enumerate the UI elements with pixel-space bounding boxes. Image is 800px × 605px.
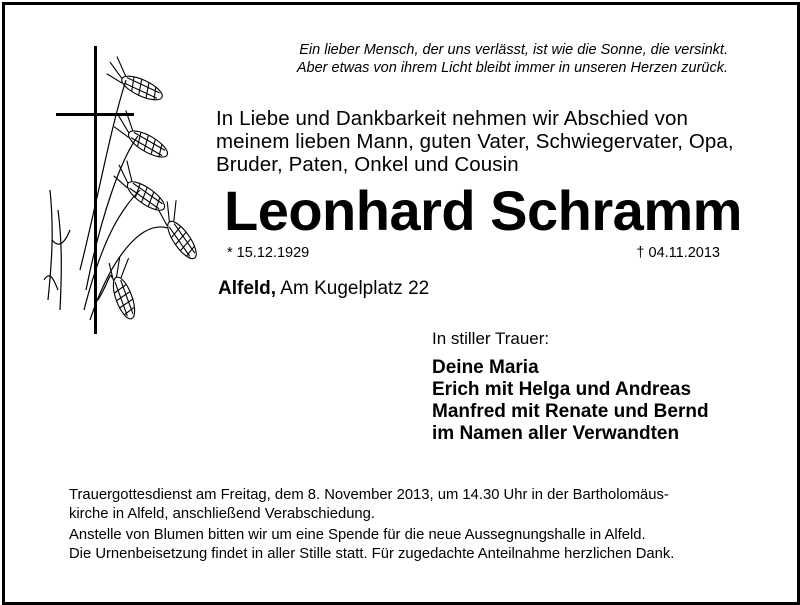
birth-date: * 15.12.1929 — [227, 245, 310, 261]
footer-line: Die Urnenbeisetzung findet in aller Stille statt. Für zugedachte Anteilnahme herzlichen Dank. — [69, 546, 675, 562]
address-street: Am Kugelplatz 22 — [280, 278, 430, 299]
death-date: † 04.11.2013 — [636, 245, 720, 261]
address-town: Alfeld, — [218, 278, 277, 299]
intro-line-2: meinem lieben Mann, guten Vater, Schwiegervater, Opa, — [216, 130, 734, 153]
cross-with-wheat-icon — [40, 40, 210, 340]
mourner-line: im Namen aller Verwandten — [432, 423, 680, 444]
mourner-line: Manfred mit Renate und Bernd — [432, 401, 709, 422]
intro-line-1: In Liebe und Dankbarkeit nehmen wir Abschied von — [216, 107, 689, 130]
deceased-name: Leonhard Schramm — [224, 179, 742, 242]
footer-line: kirche in Alfeld, anschließend Verabschiedung. — [69, 506, 375, 522]
footer-line: Anstelle von Blumen bitten wir um eine Spende für die neue Aussegnungshalle in Alfeld. — [69, 527, 646, 543]
address — [218, 278, 429, 300]
mourner-line: Deine Maria — [432, 357, 539, 378]
mourners-heading: In stiller Trauer: — [432, 329, 550, 348]
quote-line-1: Ein lieber Mensch, der uns verlässt, ist wie die Sonne, die versinkt. — [299, 42, 728, 58]
footer-line: Trauergottesdienst am Freitag, dem 8. November 2013, um 14.30 Uhr in der Bartholomäus- — [69, 487, 669, 503]
mourner-line: Erich mit Helga und Andreas — [432, 379, 692, 400]
quote-line-2: Aber etwas von ihrem Licht bleibt immer in unseren Herzen zurück. — [296, 60, 728, 76]
intro-line-3: Bruder, Paten, Onkel und Cousin — [216, 153, 519, 176]
